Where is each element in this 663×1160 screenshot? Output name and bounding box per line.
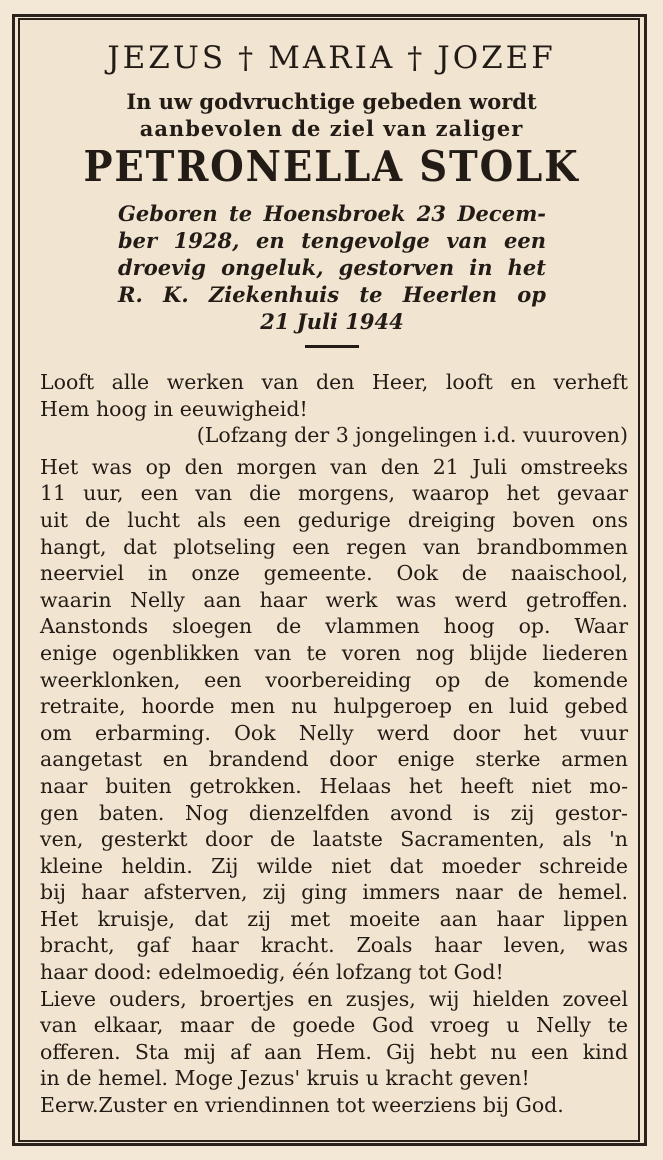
farewell-line: van elkaar, maar de goede God vroeg u Nelly te (40, 1013, 628, 1038)
birth-death-line: 21 Juli 1944 (260, 309, 404, 334)
story-line: hangt, dat plotseling een regen van brandbommen (40, 534, 628, 559)
story-line: 11 uur, een van die morgens, waarop het gevaar (40, 481, 628, 506)
farewell-line: offeren. Sta mij af aan Hem. Gij hebt nu een kind (40, 1039, 628, 1064)
birth-death-line: ber 1928, en tengevolge van een (118, 228, 546, 253)
story-line: bracht, gaf haar kracht. Zoals haar leven, was (40, 933, 628, 958)
story-line: Het kruisje, dat zij met moeite aan haar lippen (40, 906, 628, 931)
story-line: neerviel in onze gemeente. Ook de naaischool, (40, 561, 628, 586)
verse-source: (Lofzang der 3 jongelingen i.d. vuuroven) (196, 423, 628, 448)
story-line: bij haar afsterven, zij ging immers naar de hemel. (40, 880, 628, 905)
invocation-jozef: JOZEF (437, 40, 556, 76)
verse-line: Hem hoog in eeuwigheid! (40, 396, 308, 421)
farewell-line: in de hemel. Moge Jezus' kruis u kracht geven! (40, 1066, 530, 1091)
invocation-jezus: JEZUS (107, 40, 227, 76)
story-line: ven, gesterkt door de laatste Sacramenten, als 'n (40, 827, 628, 852)
memorial-text (40, 369, 628, 1119)
story-line: gen baten. Nog dienzelfden avond is zij gestor- (40, 800, 628, 825)
birth-death-line: Geboren te Hoensbroek 23 Decem- (118, 201, 546, 226)
story-line: kleine heldin. Zij wilde niet dat moeder schreide (40, 853, 628, 878)
intro-line-2: aanbevolen de ziel van zaliger (139, 116, 524, 141)
birth-death-line: R. K. Ziekenhuis te Heerlen op (118, 282, 546, 307)
invocation-maria: MARIA (268, 40, 396, 76)
invocation-line (0, 40, 663, 76)
cross-icon: † (407, 41, 426, 76)
birth-death-details (118, 200, 546, 335)
story-line: Aanstonds sloegen de vlammen hoog op. Waar (40, 614, 628, 639)
cross-icon: † (238, 41, 257, 76)
story-line: om erbarming. Ook Nelly werd door het vuur (40, 720, 628, 745)
intro-line-1: In uw godvruchtige gebeden wordt (126, 89, 537, 114)
story-line: Het was op den morgen van den 21 Juli omstreeks (40, 454, 628, 479)
verse-line: Looft alle werken van den Heer, looft en verheft (40, 370, 628, 394)
story-line: enige ogenblikken van te voren nog blijde liederen (40, 640, 628, 665)
story-line: naar buiten getrokken. Helaas het heeft niet mo- (40, 773, 628, 798)
deceased-name: PETRONELLA STOLK (83, 142, 580, 191)
farewell-line: Eerw.Zuster en vriendinnen tot weerziens bij God. (40, 1093, 564, 1118)
story-line: haar dood: edelmoedig, één lofzang tot God! (40, 960, 504, 985)
story-line: aangetast en brandend door enige sterke armen (40, 747, 628, 772)
story-line: waarin Nelly aan haar werk was werd getroffen. (40, 587, 628, 612)
story-line: uit de lucht als een gedurige dreiging boven ons (40, 507, 628, 532)
story-line: retraite, hoorde men nu hulpgeroep en luid gebed (40, 694, 628, 719)
birth-death-line: droevig ongeluk, gestorven in het (118, 255, 546, 280)
farewell-line: Lieve ouders, broertjes en zusjes, wij hielden zoveel (40, 986, 628, 1011)
divider-rule (305, 345, 359, 348)
story-line: weerklonken, een voorbereiding op de komende (40, 667, 628, 692)
